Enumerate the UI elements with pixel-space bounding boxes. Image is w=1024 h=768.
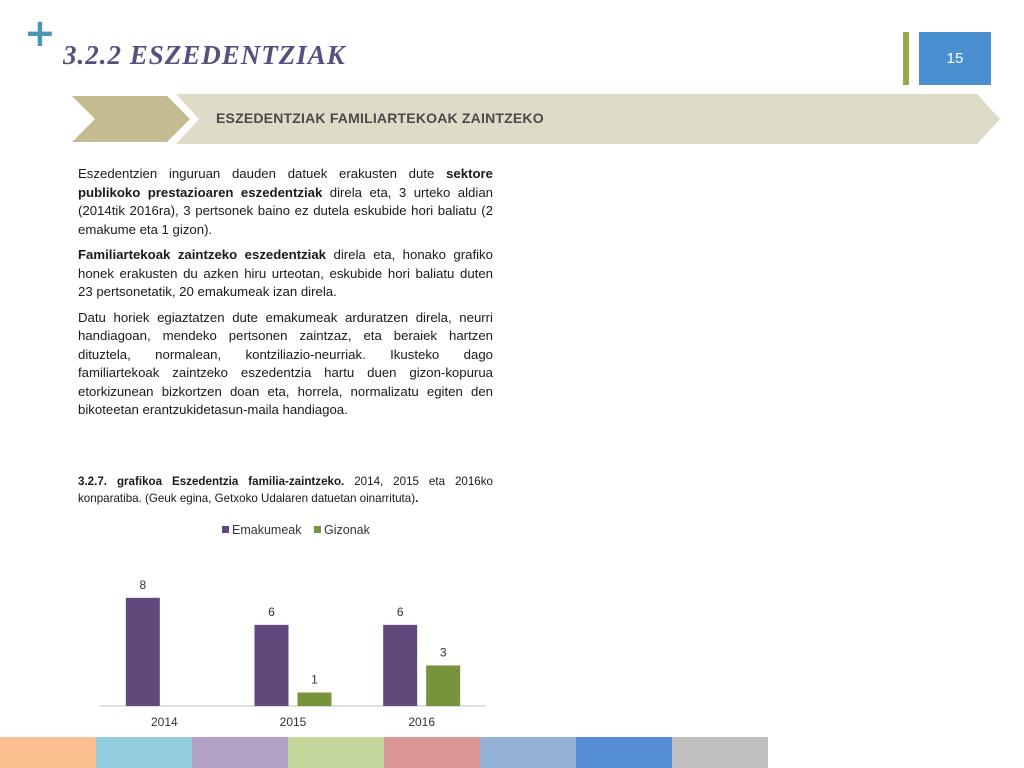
- paragraph-3: Datu horiek egiaztatzen dute emakumeak arduratzen direla, neurri handiagoan, mendeko pertsonen zaintzaz, eta beraiek hartzen dituztela, normalean, kontziliazio-neurriak. Ikusteko dago familiartekoak zaintzeko eszedentzia hartu duen gizon-kopurua etorkizunean bizkortzen doan eta, horrela, normalizatu egiten den bikoteetan erantzukidetasun-maila handiagoa.: [78, 309, 493, 417]
- footer-strip-block-6: [576, 737, 672, 768]
- x-tick-label-2015: 2015: [279, 715, 307, 729]
- legend-label-0: Emakumeak: [232, 523, 302, 537]
- data-label-emakumeak-2015: 6: [268, 604, 275, 619]
- p1-text-1: Eszedentzien inguruan dauden datuek erakusten dute: [78, 166, 447, 181]
- plus-logo-icon: +: [24, 11, 56, 55]
- footer-strip-block-3: [288, 737, 384, 768]
- data-label-emakumeak-2016: 6: [396, 604, 404, 619]
- body-text: [78, 165, 493, 427]
- page-number: 15: [946, 50, 964, 67]
- bar-emakumeak-2016: [383, 625, 417, 706]
- chart-caption: [78, 473, 493, 507]
- banner-title: ESZEDENTZIAK FAMILIARTEKOAK ZAINTZEKO: [216, 110, 544, 126]
- x-tick-label-2014: 2014: [150, 715, 178, 729]
- bar-chart: [100, 515, 500, 735]
- legend-swatch-1: [314, 526, 321, 533]
- p1-bold-1: sektore publikoko prestazioaren eszedentziak: [78, 166, 493, 200]
- data-label-emakumeak-2014: 8: [139, 577, 147, 592]
- bar-emakumeak-2014: [126, 598, 160, 706]
- legend-label-1: Gizonak: [324, 523, 370, 537]
- title-accent-bar: [903, 32, 909, 85]
- data-label-gizonak-2015: 1: [311, 672, 318, 687]
- p2-bold-1: Familiartekoak zaintzeko eszedentziak: [78, 247, 327, 262]
- caption-rest: 2014, 2015 eta 2016ko konparatiba. (Geuk egina, Getxoko Udalaren datuetan oinarrituta): [78, 475, 493, 505]
- p1-text-2: direla eta, 3 urteko aldian (2014tik 2016ra), 3 pertsonek baino ez dutela eskubide hori baliatu (2 emakume eta 1 gizon).: [78, 184, 493, 237]
- banner-left-chevron: [72, 96, 190, 142]
- footer-strip-block-0: [0, 737, 96, 768]
- caption-bold: 3.2.7. grafikoa Eszedentzia familia-zaintzeko.: [78, 475, 345, 488]
- footer-strip-block-1: [96, 737, 192, 768]
- bar-gizonak-2015: [298, 692, 332, 706]
- legend-swatch-0: [222, 526, 229, 533]
- page-number-box: [919, 32, 991, 85]
- p2-text-1: direla eta, honako grafiko honek erakusten du azken hiru urteotan, eskubide hori baliatu duten 23 pertsonetatik, 20 emakumeak izan direla.: [78, 247, 493, 299]
- bar-gizonak-2016: [426, 665, 460, 706]
- bar-emakumeak-2015: [255, 625, 289, 706]
- paragraph-1: [78, 165, 493, 239]
- caption-end: .: [415, 492, 419, 505]
- footer-strip-block-2: [192, 737, 288, 768]
- footer-color-strip: [0, 737, 768, 768]
- data-label-gizonak-2016: 3: [439, 645, 447, 660]
- paragraph-2: [78, 246, 493, 302]
- x-tick-label-2016: 2016: [408, 715, 436, 729]
- footer-strip-block-4: [384, 737, 480, 768]
- footer-strip-block-7: [672, 737, 768, 768]
- slide-title: 3.2.2 ESZEDENTZIAK: [63, 40, 346, 70]
- footer-strip-block-5: [480, 737, 576, 768]
